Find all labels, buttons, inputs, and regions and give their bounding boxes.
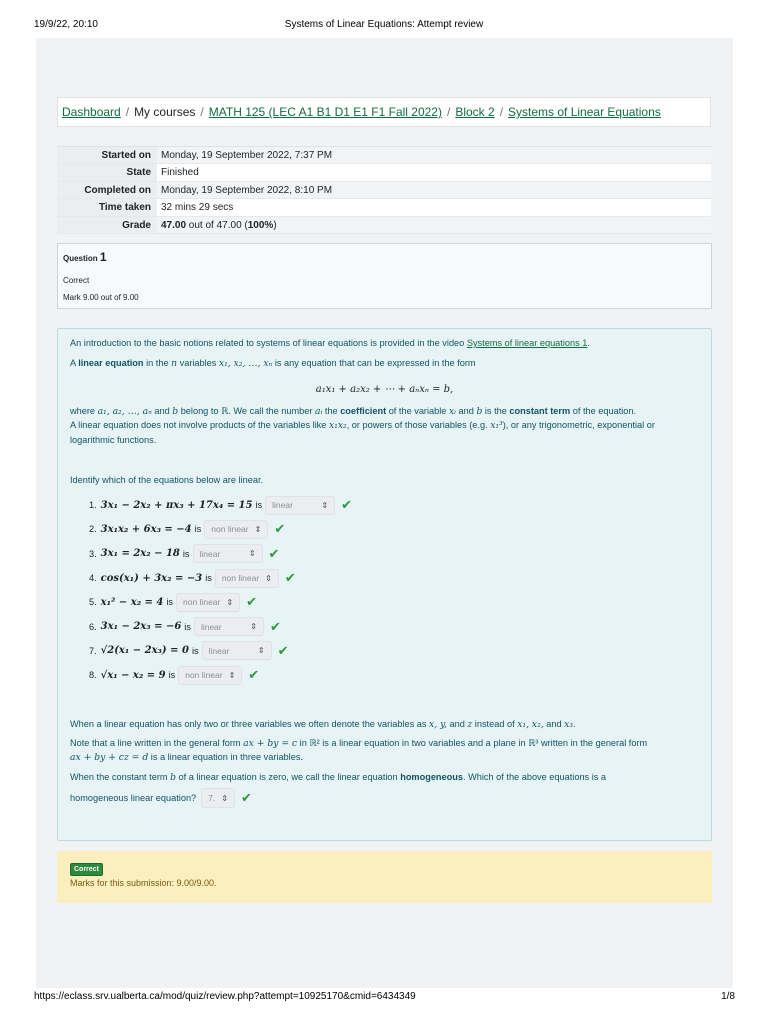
vars-math: z <box>467 719 473 730</box>
answer-select[interactable] <box>193 544 263 563</box>
grade-total: out of 47.00 ( <box>186 219 248 231</box>
answer-select[interactable] <box>194 617 264 636</box>
print-header <box>0 0 768 38</box>
item-equation: 3x₁ − 2x₂ + πx₃ + 17x₄ = 15 <box>100 499 253 511</box>
where-text: and <box>151 406 173 416</box>
print-title: Systems of Linear Equations: Attempt review <box>284 19 484 30</box>
answer-select[interactable] <box>215 569 279 588</box>
question-grade: Mark 9.00 out of 9.00 <box>63 293 139 302</box>
summary-value: Monday, 19 September 2022, 8:10 PM <box>161 184 333 196</box>
homogeneous-question <box>70 788 252 808</box>
check-icon: ✔ <box>240 790 252 805</box>
item-equation: 3x₁x₂ + 6x₃ = −4 <box>100 523 192 535</box>
breadcrumb-course[interactable]: MATH 125 (LEC A1 B1 D1 E1 F1 Fall 2022) <box>208 105 442 119</box>
grade-score: 47.00 <box>161 219 187 231</box>
updown-arrow-icon: ⇕ <box>248 549 256 559</box>
print-page-number: 1/8 <box>721 991 735 1002</box>
vars-text: and <box>446 719 468 729</box>
vars-math: x₃ <box>564 719 574 730</box>
def-math: x₁, x₂, …, xₙ <box>218 358 273 369</box>
line-text: Note that a line written in the general form <box>70 738 244 748</box>
is-label: is <box>191 645 199 656</box>
answer-select[interactable] <box>176 593 240 612</box>
check-icon: ✔ <box>269 618 281 634</box>
item-number: 3. <box>89 548 97 559</box>
list-item <box>89 517 352 541</box>
updown-arrow-icon: ⇕ <box>254 524 262 534</box>
breadcrumb-separator: / <box>200 105 204 119</box>
answer-value: non linear <box>183 597 221 608</box>
equation-list <box>89 493 352 687</box>
question-label: Question <box>63 254 98 263</box>
nonlin-math: x₁³ <box>490 420 503 431</box>
item-equation: 3x₁ = 2x₂ − 18 <box>100 548 180 560</box>
where-line <box>70 406 636 417</box>
updown-arrow-icon: ⇕ <box>228 670 236 680</box>
answer-value: linear <box>199 548 221 559</box>
check-icon: ✔ <box>277 642 289 658</box>
updown-arrow-icon: ⇕ <box>221 793 228 803</box>
check-icon: ✔ <box>268 545 280 561</box>
nonlin-text: ), or any trigonometric, exponential or <box>502 420 655 430</box>
where-math: aᵢ <box>314 406 323 417</box>
summary-row-started <box>57 147 711 164</box>
line-note <box>70 738 647 749</box>
item-number: 5. <box>89 597 97 608</box>
list-item <box>89 663 352 687</box>
answer-value: linear <box>272 500 293 511</box>
def-text: is any equation that can be expressed in the form <box>272 358 476 368</box>
question-number-value: 1 <box>99 250 107 264</box>
answer-select[interactable] <box>265 496 335 515</box>
def-text: A <box>70 358 79 368</box>
is-label: is <box>182 548 190 559</box>
answer-value: linear <box>200 621 222 632</box>
homog-question-text: homogeneous linear equation? <box>70 793 197 803</box>
item-number: 1. <box>89 500 97 511</box>
breadcrumb-my-courses: My courses <box>134 105 196 119</box>
check-icon: ✔ <box>274 521 286 537</box>
linear-equation-form: a₁x₁ + a₂x₂ + ⋯ + aₙxₙ = b, <box>315 384 454 395</box>
item-equation: 3x₁ − 2x₃ = −6 <box>100 621 182 633</box>
answer-value: linear <box>208 645 230 656</box>
breadcrumb-dashboard[interactable]: Dashboard <box>62 105 121 119</box>
is-label: is <box>184 621 191 632</box>
where-text: is the <box>482 406 510 416</box>
list-item <box>89 590 352 614</box>
summary-value <box>157 217 277 233</box>
summary-row-time <box>57 199 711 216</box>
vars-text: . <box>573 719 576 729</box>
summary-key: Time taken <box>57 199 157 215</box>
where-text: and <box>456 406 477 416</box>
summary-row-completed <box>57 182 711 199</box>
line-math: ax + by = c <box>243 738 298 749</box>
vars-text: instead of <box>472 719 518 729</box>
where-text: belong to ℝ. We call the number <box>178 406 315 416</box>
grade-close: ) <box>273 219 277 231</box>
submission-marks: Marks for this submission: 9.00/9.00. <box>70 878 217 888</box>
item-number: 4. <box>89 573 97 584</box>
check-icon: ✔ <box>248 667 260 683</box>
where-bold: coefficient <box>340 406 387 416</box>
plane-text: is a linear equation in three variables. <box>148 752 303 762</box>
item-number: 7. <box>89 645 97 656</box>
item-equation: x₁² − x₂ = 4 <box>100 596 164 608</box>
attempt-summary-table <box>57 146 711 234</box>
vars-math: x₁, x₂, <box>517 719 544 730</box>
def-text: in the <box>143 358 172 368</box>
nonlinear-line <box>70 420 655 431</box>
homog-bold: homogeneous <box>400 772 463 782</box>
nonlinear-line-2: logarithmic functions. <box>70 435 157 445</box>
grade-percent: 100% <box>247 219 274 231</box>
where-text: the <box>322 406 341 416</box>
is-label: is <box>166 597 174 608</box>
summary-value: Finished <box>161 167 199 179</box>
is-label: is <box>205 573 212 584</box>
variables-note <box>70 719 576 730</box>
homog-text: of a linear equation is zero, we call the linear equation <box>175 772 401 782</box>
list-item <box>89 566 352 590</box>
where-bold: constant term <box>509 406 571 416</box>
updown-arrow-icon: ⇕ <box>226 597 234 607</box>
summary-key: Grade <box>57 217 157 233</box>
answer-select[interactable] <box>204 520 268 539</box>
homog-text: When the constant term <box>70 772 171 782</box>
item-equation: √x₁ − x₂ = 9 <box>100 669 166 681</box>
question-formulation <box>57 328 712 841</box>
list-item <box>89 542 352 566</box>
video-link[interactable]: Systems of linear equations 1 <box>466 338 588 348</box>
print-date: 19/9/22, 20:10 <box>34 19 98 30</box>
intro-suffix: . <box>587 338 590 348</box>
correct-badge: Correct <box>70 863 103 876</box>
item-equation: √2(x₁ − 2x₃) = 0 <box>100 645 189 657</box>
summary-value: Monday, 19 September 2022, 7:37 PM <box>161 150 333 161</box>
answer-value: non linear <box>185 670 223 681</box>
line-text: in ℝ² is a linear equation in two variables and a plane in ℝ³ written in the general form <box>297 738 648 748</box>
homogeneous-note <box>70 772 606 783</box>
homogeneous-answer-select[interactable] <box>201 788 235 808</box>
answer-value: non linear <box>221 573 260 584</box>
answer-value: non linear <box>211 524 249 535</box>
def-bold: linear equation <box>78 358 144 368</box>
feedback-box <box>57 851 712 903</box>
is-label: is <box>194 524 202 535</box>
list-item <box>89 493 352 517</box>
check-icon: ✔ <box>246 594 257 610</box>
breadcrumb-separator: / <box>125 105 130 119</box>
summary-value: 32 mins 29 secs <box>161 202 234 214</box>
homog-text: . Which of the above equations is a <box>463 772 607 782</box>
question-state: Correct <box>63 276 90 285</box>
answer-value: 7. <box>208 793 216 803</box>
vars-text: When a linear equation has only two or three variables we often denote the variables as <box>70 719 430 729</box>
answer-select[interactable] <box>202 641 272 660</box>
item-number: 8. <box>89 670 97 681</box>
breadcrumb <box>57 97 711 127</box>
where-math: b <box>476 406 483 417</box>
updown-arrow-icon: ⇕ <box>321 500 329 510</box>
summary-row-grade <box>57 217 711 234</box>
plane-note <box>70 752 303 763</box>
question-number <box>63 250 706 264</box>
where-math: xᵢ <box>448 406 456 417</box>
breadcrumb-quiz[interactable]: Systems of Linear Equations <box>508 105 661 119</box>
breadcrumb-separator: / <box>446 105 451 119</box>
item-equation: cos(x₁) + 3x₂ = −3 <box>100 572 203 584</box>
summary-key: State <box>57 164 157 180</box>
answer-select[interactable] <box>178 666 242 685</box>
def-math: n <box>171 358 178 369</box>
definition-line <box>70 358 476 369</box>
breadcrumb-block[interactable]: Block 2 <box>455 105 495 119</box>
nonlin-math: x₁x₂ <box>328 420 347 431</box>
summary-row-state <box>57 164 711 181</box>
vars-text: and <box>543 719 565 729</box>
plane-math: ax + by + cz = d <box>70 752 149 763</box>
where-math: b <box>172 406 179 417</box>
where-text: of the variable <box>386 406 449 416</box>
intro-line <box>70 338 590 348</box>
is-label: is <box>255 500 263 511</box>
identify-prompt: Identify which of the equations below are linear. <box>70 475 264 485</box>
intro-text: An introduction to the basic notions related to systems of linear equations is provided in the video <box>70 338 467 348</box>
item-number: 6. <box>89 621 97 632</box>
vars-math: x, y, <box>429 719 447 730</box>
breadcrumb-separator: / <box>499 105 504 119</box>
item-number: 2. <box>89 524 97 535</box>
def-text: variables <box>177 358 219 368</box>
check-icon: ✔ <box>284 570 296 586</box>
print-url: https://eclass.srv.ualberta.ca/mod/quiz/review.php?attempt=10925170&cmid=6434349 <box>34 991 416 1002</box>
updown-arrow-icon: ⇕ <box>257 646 265 656</box>
where-text: of the equation. <box>570 406 637 416</box>
summary-key: Started on <box>57 147 157 163</box>
homog-math: b <box>170 772 176 783</box>
where-math: a₁, a₂, …, aₙ <box>97 406 152 417</box>
is-label: is <box>168 670 176 681</box>
list-item <box>89 614 352 638</box>
summary-key: Completed on <box>57 182 157 198</box>
nonlin-text: , or powers of those variables (e.g. <box>346 420 491 430</box>
check-icon: ✔ <box>341 497 353 513</box>
question-info <box>57 243 712 309</box>
nonlin-text: A linear equation does not involve products of the variables like <box>70 420 329 430</box>
list-item <box>89 639 352 663</box>
updown-arrow-icon: ⇕ <box>265 573 272 583</box>
where-text: where <box>70 406 98 416</box>
updown-arrow-icon: ⇕ <box>250 622 257 632</box>
